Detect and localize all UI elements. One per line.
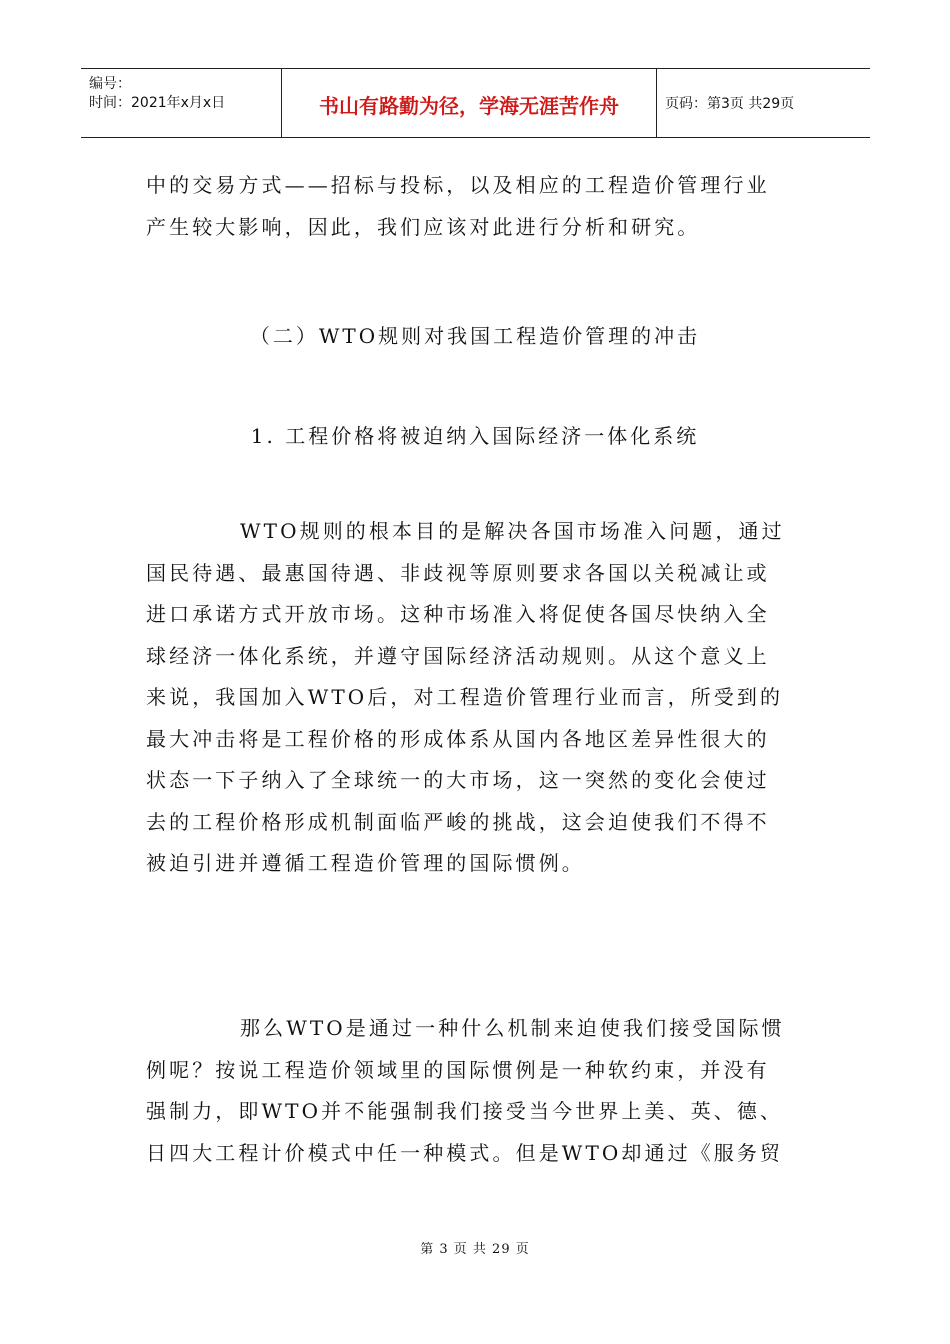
paragraph-line: WTO规则的根本目的是解决各国市场准入问题，通过: [240, 519, 785, 543]
paragraph-line: 日四大工程计价模式中任一种模式。但是WTO却通过《服务贸: [146, 1140, 784, 1165]
header-page-code: 页码：第3页 共29页: [665, 96, 795, 112]
header-page-cell: [657, 69, 870, 137]
paragraph-line: 来说，我国加入WTO后，对工程造价管理行业而言，所受到的: [146, 685, 784, 709]
document-date: 时间：2021年x月x日: [89, 95, 226, 111]
paragraph-line: 状态一下子纳入了全球统一的大市场，这一突然的变化会使过: [146, 768, 770, 792]
paragraph-wto-mechanism: [146, 1008, 796, 1174]
paragraph-continuation: [146, 165, 796, 248]
paragraph-line: 国民待遇、最惠国待遇、非歧视等原则要求各国以关税减让或: [146, 560, 770, 585]
document-header: [81, 68, 870, 138]
header-motto-cell: [282, 69, 657, 137]
page-footer: 第 3 页 共 29 页: [420, 1242, 530, 1257]
paragraph-line: 进口承诺方式开放市场。这种市场准入将促使各国尽快纳入全: [146, 602, 770, 626]
paragraph-line: 最大冲击将是工程价格的形成体系从国内各地区差异性很大的: [146, 726, 770, 751]
paragraph-line: 强制力，即WTO并不能强制我们接受当今世界上美、英、德、: [146, 1099, 784, 1123]
paragraph-line: 球经济一体化系统，并遵守国际经济活动规则。从这个意义上: [146, 643, 770, 668]
header-meta-cell: [81, 69, 282, 137]
subsection-heading: 1. 工程价格将被迫纳入国际经济一体化系统: [250, 424, 700, 448]
paragraph-line: 产生较大影响，因此，我们应该对此进行分析和研究。: [146, 214, 701, 239]
paragraph-line: 去的工程价格形成机制面临严峻的挑战，这会迫使我们不得不: [146, 809, 770, 834]
paragraph-line: 被迫引进并遵循工程造价管理的国际惯例。: [146, 851, 585, 875]
header-motto: 书山有路勤为径，学海无涯苦作舟: [319, 94, 619, 118]
paragraph-line: 那么WTO是通过一种什么机制来迫使我们接受国际惯: [240, 1016, 785, 1040]
paragraph-line: 例呢？按说工程造价领域里的国际惯例是一种软约束，并没有: [146, 1057, 770, 1082]
document-number-label: 编号：: [89, 76, 131, 92]
section-heading: （二）WTO规则对我国工程造价管理的冲击: [249, 324, 701, 348]
paragraph-line: 中的交易方式——招标与投标，以及相应的工程造价管理行业: [146, 173, 770, 197]
paragraph-wto-rules: [146, 511, 796, 885]
